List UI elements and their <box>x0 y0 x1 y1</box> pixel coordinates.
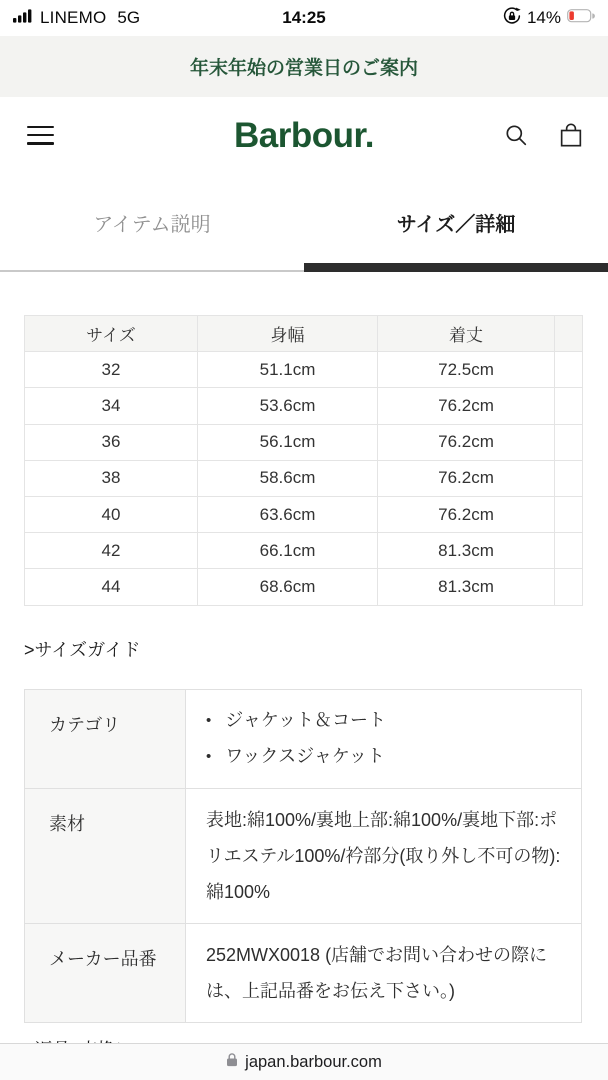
cell-chest: 63.6cm <box>198 496 378 532</box>
cell-chest: 51.1cm <box>198 352 378 388</box>
shopping-bag-icon[interactable] <box>558 122 584 149</box>
notice-banner-link[interactable] <box>0 36 608 97</box>
cell-size: 38 <box>25 460 198 496</box>
size-table-row <box>25 569 583 605</box>
cell-size: 36 <box>25 424 198 460</box>
cell-length: 81.3cm <box>378 533 555 569</box>
cell-size: 44 <box>25 569 198 605</box>
cell-chest: 53.6cm <box>198 388 378 424</box>
clipped-column-cell <box>555 388 583 424</box>
network-type-label: 5G <box>117 8 141 27</box>
col-header-length: 着丈 <box>378 316 555 352</box>
details-value-category <box>186 689 582 788</box>
browser-url-bar[interactable] <box>0 1043 608 1080</box>
clipped-column-cell <box>555 424 583 460</box>
cellular-signal-icon <box>13 8 33 28</box>
rotation-lock-icon <box>503 7 521 30</box>
status-right-cluster <box>503 7 595 30</box>
clipped-column-header <box>555 316 583 352</box>
status-time: 14:25 <box>282 8 326 27</box>
category-list <box>206 703 565 775</box>
size-table-row <box>25 388 583 424</box>
clipped-column-cell <box>555 460 583 496</box>
size-table-row <box>25 352 583 388</box>
status-bar <box>0 0 608 36</box>
details-row-material <box>25 788 582 923</box>
details-label-category: カテゴリ <box>25 689 186 788</box>
cell-size: 34 <box>25 388 198 424</box>
clipped-column-cell <box>555 352 583 388</box>
size-guide-link[interactable]: >サイズガイド <box>24 639 141 660</box>
cell-length: 81.3cm <box>378 569 555 605</box>
details-value-material: 表地:綿100%/裏地上部:綿100%/裏地下部:ポリエステル100%/衿部分(取り外し不可の物):綿100% <box>186 788 582 923</box>
size-table-row <box>25 533 583 569</box>
details-row-product-code <box>25 923 582 1022</box>
cell-chest: 58.6cm <box>198 460 378 496</box>
product-details-table <box>24 689 582 1023</box>
lock-icon <box>226 1052 238 1072</box>
battery-icon <box>567 8 595 28</box>
size-table-row <box>25 460 583 496</box>
size-table <box>24 315 583 606</box>
url-text: japan.barbour.com <box>245 1052 382 1071</box>
cell-size: 32 <box>25 352 198 388</box>
size-table-row <box>25 496 583 532</box>
cell-size: 42 <box>25 533 198 569</box>
category-item[interactable]: • ジャケット＆コート <box>206 703 565 739</box>
cell-length: 76.2cm <box>378 424 555 460</box>
cell-length: 76.2cm <box>378 496 555 532</box>
clipped-column-cell <box>555 569 583 605</box>
cell-chest: 56.1cm <box>198 424 378 460</box>
cell-chest: 68.6cm <box>198 569 378 605</box>
size-table-header-row <box>25 316 583 352</box>
details-row-category <box>25 689 582 788</box>
details-label-material: 素材 <box>25 788 186 923</box>
header-icons <box>504 122 584 149</box>
cell-chest: 66.1cm <box>198 533 378 569</box>
details-label-product-code: メーカー品番 <box>25 923 186 1022</box>
cell-length: 76.2cm <box>378 460 555 496</box>
clipped-column-cell <box>555 533 583 569</box>
col-header-size: サイズ <box>25 316 198 352</box>
size-table-row <box>25 424 583 460</box>
details-value-product-code: 252MWX0018 (店舗でお問い合わせの際には、上記品番をお伝え下さい。) <box>186 923 582 1022</box>
status-left-cluster <box>13 8 140 28</box>
cell-length: 76.2cm <box>378 388 555 424</box>
site-header <box>0 97 608 173</box>
hamburger-menu-button[interactable] <box>27 126 54 145</box>
cell-length: 72.5cm <box>378 352 555 388</box>
tab-item-description[interactable]: アイテム説明 <box>0 173 304 272</box>
clipped-column-cell <box>555 496 583 532</box>
notice-banner-text: 年末年始の営業日のご案内 <box>189 58 418 79</box>
barbour-logo[interactable]: Barbour. <box>234 115 374 155</box>
carrier-label: LINEMO <box>40 8 107 27</box>
tab-size-details[interactable]: サイズ／詳細 <box>304 173 608 272</box>
product-tabs <box>0 173 608 272</box>
category-item[interactable]: • ワックスジャケット <box>206 739 565 775</box>
battery-percent-label: 14% <box>526 8 561 27</box>
col-header-chest: 身幅 <box>198 316 378 352</box>
tab-panel-size-details <box>0 272 608 1062</box>
cell-size: 40 <box>25 496 198 532</box>
search-icon[interactable] <box>504 123 528 147</box>
